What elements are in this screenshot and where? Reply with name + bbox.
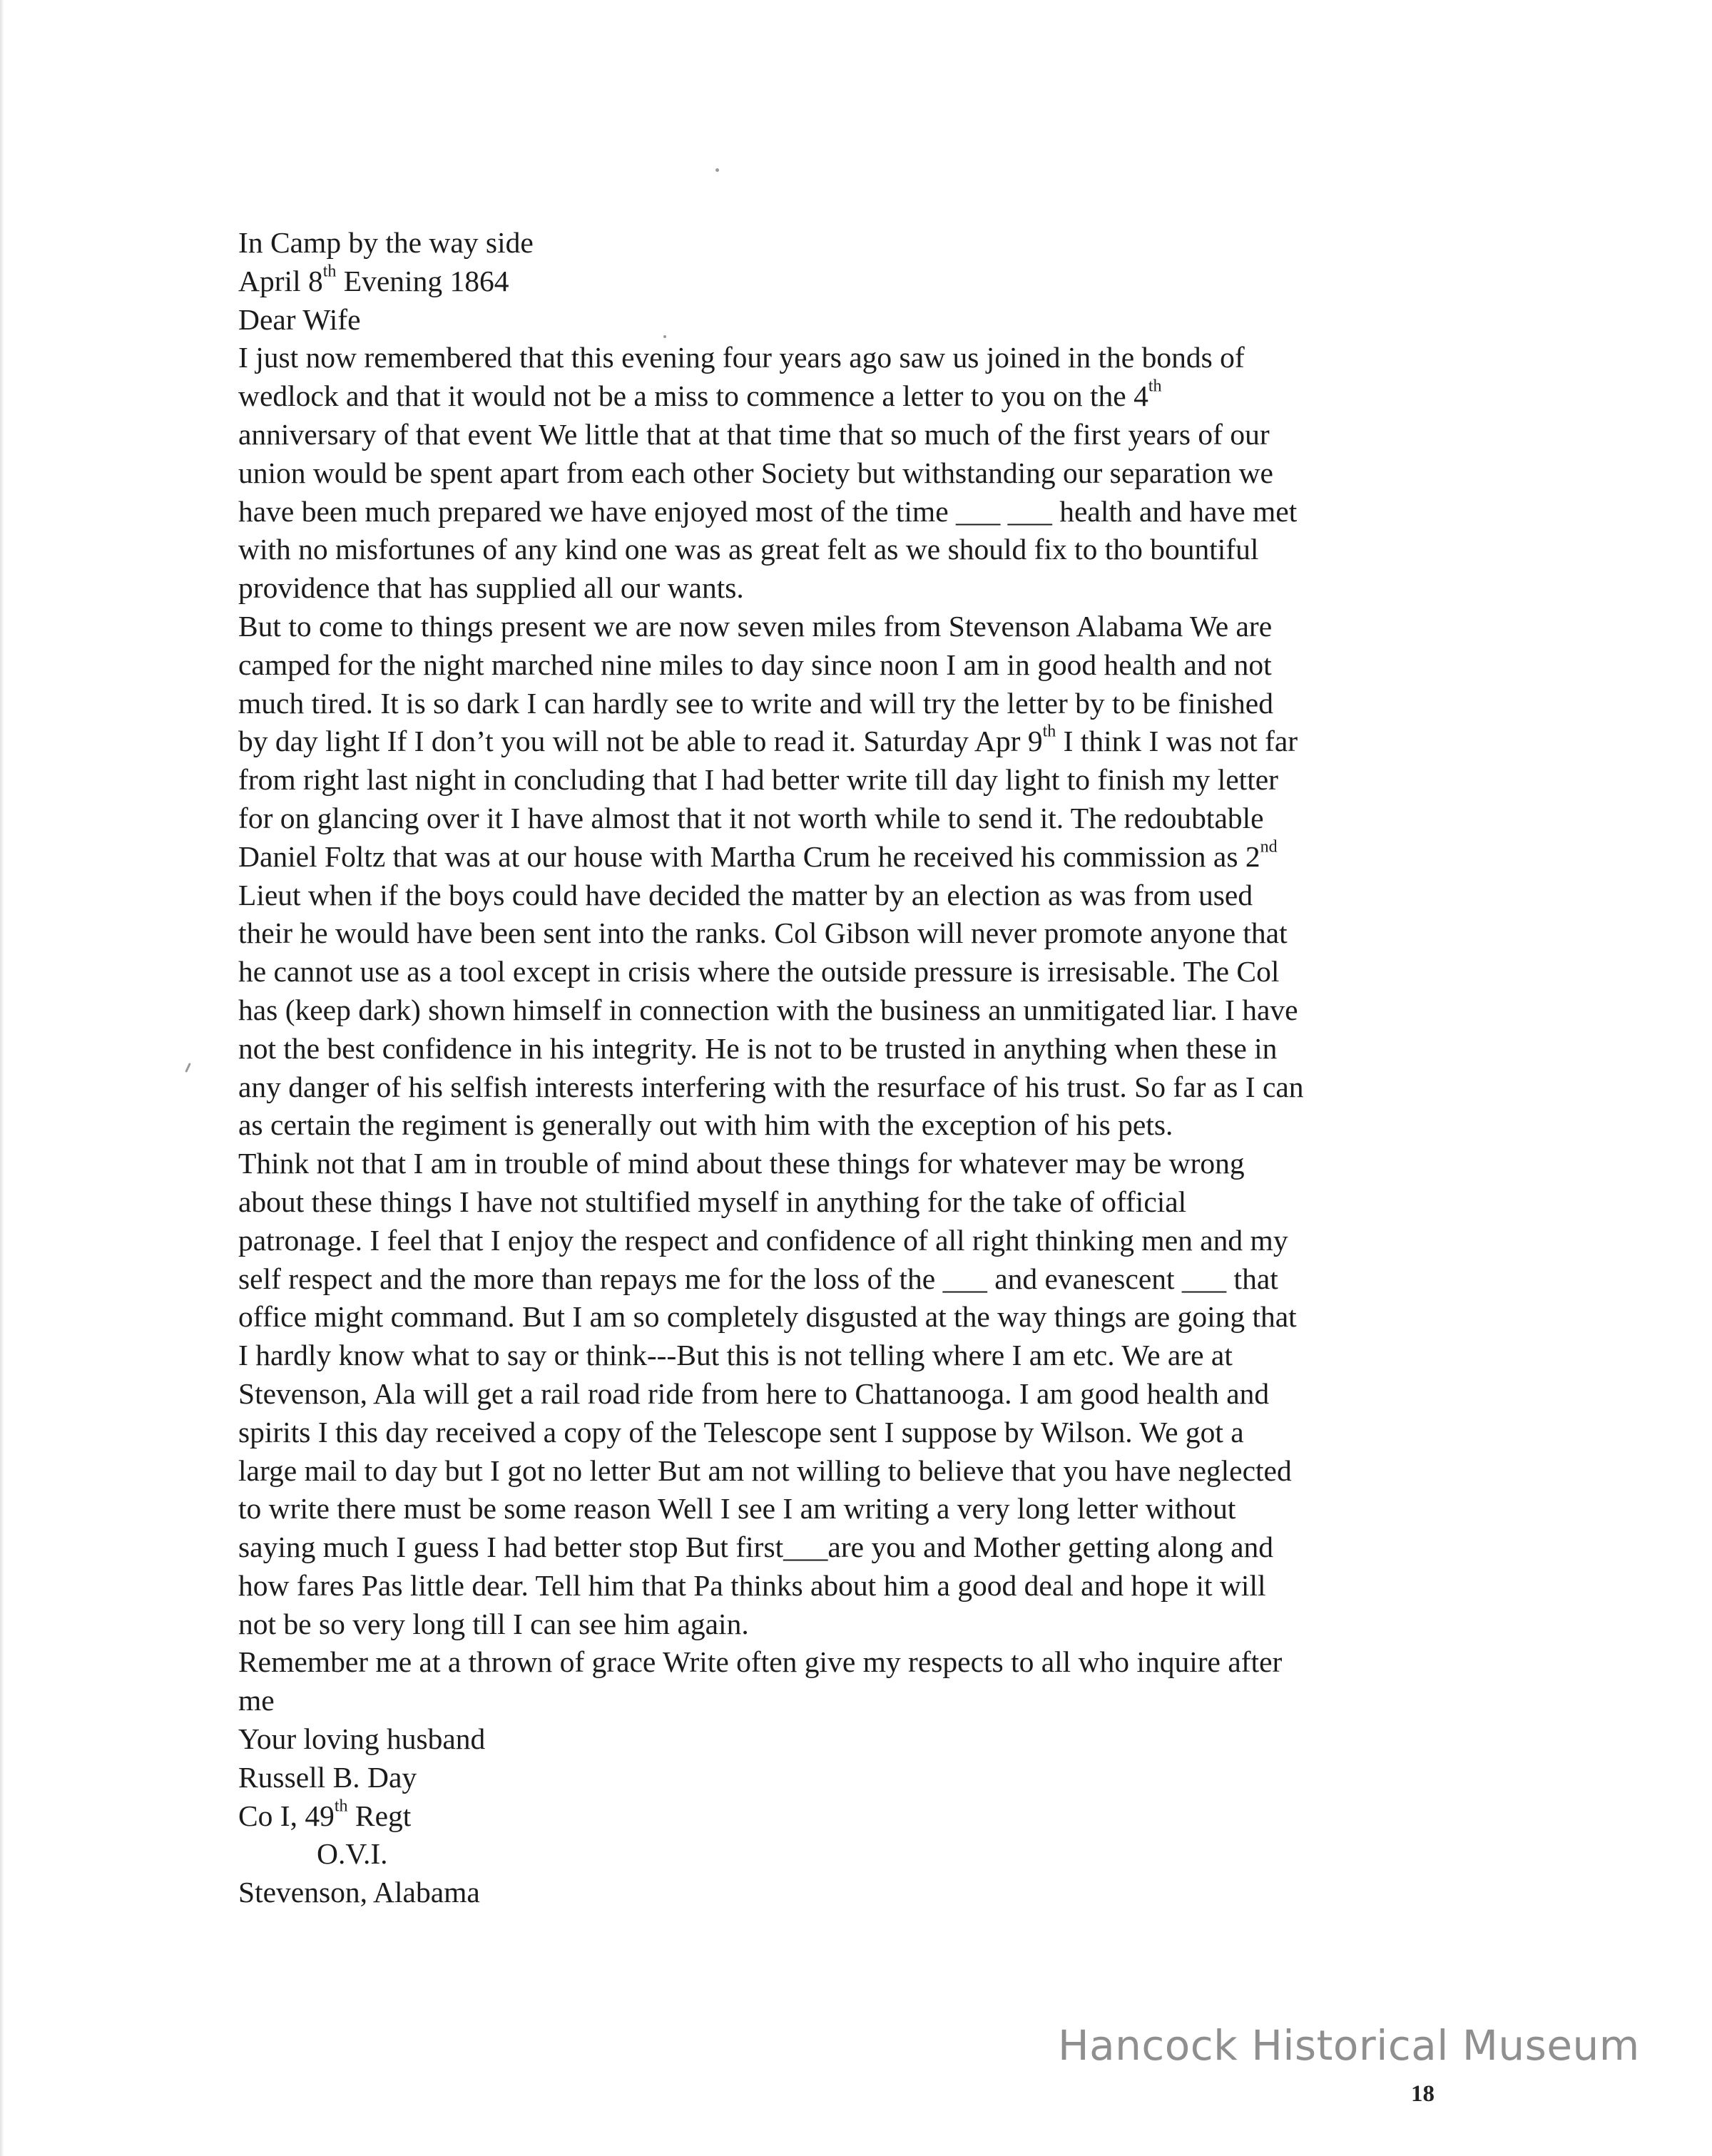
ordinal-superscript: nd bbox=[1260, 837, 1278, 857]
letter-line-text: for on glancing over it I have almost that it not worth while to send it. The redoubtable bbox=[238, 801, 1264, 834]
ordinal-superscript: th bbox=[1042, 722, 1056, 741]
letter-line-text: self respect and the more than repays me for the loss of the ___ and evanescent ___ that bbox=[238, 1262, 1278, 1295]
letter-line bbox=[238, 646, 1465, 685]
letter-line bbox=[238, 454, 1465, 493]
letter-line bbox=[238, 493, 1465, 531]
letter-line bbox=[238, 377, 1465, 416]
letter-line bbox=[238, 1452, 1465, 1491]
letter-line bbox=[238, 1068, 1465, 1107]
letter-line bbox=[238, 262, 1465, 301]
letter-line bbox=[238, 1145, 1465, 1183]
letter-line bbox=[238, 416, 1465, 454]
letter-line-text: much tired. It is so dark I can hardly see to write and will try the letter by to be finished bbox=[238, 686, 1273, 720]
letter-line bbox=[238, 569, 1465, 608]
letter-line-text: any danger of his selfish interests interfering with the resurface of his trust. So far as I can bbox=[238, 1070, 1304, 1103]
letter-line-text: Dear Wife bbox=[238, 302, 361, 336]
letter-line-text: he cannot use as a tool except in crisis where the outside pressure is irresisable. The Col bbox=[238, 955, 1280, 988]
ordinal-superscript: th bbox=[1148, 377, 1162, 396]
letter-line bbox=[238, 722, 1465, 761]
museum-watermark: Hancock Historical Museum bbox=[1058, 2021, 1640, 2070]
letter-line-text: wedlock and that it would not be a miss to commence a letter to you on the 4 bbox=[238, 379, 1148, 413]
letter-line bbox=[238, 1183, 1465, 1222]
letter-line-text: Think not that I am in trouble of mind about these things for whatever may be wrong bbox=[238, 1147, 1245, 1180]
letter-line-text: how fares Pas little dear. Tell him that Pa thinks about him a good deal and hope it will bbox=[238, 1568, 1266, 1602]
letter-line bbox=[238, 531, 1465, 569]
letter-line bbox=[238, 1414, 1465, 1452]
letter-line-text: Remember me at a thrown of grace Write often give my respects to all who inquire after bbox=[238, 1645, 1283, 1679]
letter-line-text: union would be spent apart from each other Society but withstanding our separation we bbox=[238, 456, 1273, 489]
letter-line bbox=[238, 1835, 1465, 1874]
letter-line-text-after: Evening 1864 bbox=[336, 264, 509, 297]
letter-line bbox=[238, 608, 1465, 646]
letter-line-text: Stevenson, Ala will get a rail road ride from here to Chattanooga. I am good health and bbox=[238, 1376, 1270, 1410]
page-number: 18 bbox=[1411, 2081, 1435, 2107]
letter-line bbox=[238, 1490, 1465, 1528]
ordinal-superscript: th bbox=[334, 1797, 348, 1816]
letter-line-text: In Camp by the way side bbox=[238, 226, 534, 259]
letter-line-text: has (keep dark) shown himself in connection with the business an unmitigated liar. I have bbox=[238, 993, 1298, 1026]
letter-line-text: me bbox=[238, 1684, 275, 1717]
letter-line-text: O.V.I. bbox=[317, 1837, 388, 1871]
letter-line-text: not be so very long till I can see him again. bbox=[238, 1607, 749, 1640]
letter-line-text: about these things I have not stultified myself in anything for the take of official bbox=[238, 1185, 1187, 1218]
letter-line bbox=[238, 1106, 1465, 1145]
letter-line bbox=[238, 1298, 1465, 1337]
letter-line-text: their he would have been sent into the ranks. Col Gibson will never promote anyone that bbox=[238, 916, 1288, 950]
letter-line-text: from right last night in concluding that I had better write till day light to finish my letter bbox=[238, 763, 1278, 797]
letter-line bbox=[238, 953, 1465, 991]
letter-line bbox=[238, 1759, 1465, 1797]
letter-line bbox=[238, 1222, 1465, 1260]
letter-line bbox=[238, 685, 1465, 723]
letter-line-text: Russell B. Day bbox=[238, 1760, 417, 1794]
scan-speck bbox=[185, 1063, 191, 1073]
letter-line bbox=[238, 1682, 1465, 1720]
letter-line-text: to write there must be some reason Well I see I am writing a very long letter without bbox=[238, 1492, 1236, 1526]
letter-line-text: Co I, 49 bbox=[238, 1799, 335, 1832]
letter-line-text: April 8 bbox=[238, 264, 323, 297]
letter-line bbox=[238, 914, 1465, 953]
letter-line bbox=[238, 838, 1465, 877]
letter-line bbox=[238, 224, 1465, 262]
letter-line-text: anniversary of that event We little that at that time that so much of the first years of our bbox=[238, 417, 1270, 451]
scan-speck bbox=[715, 168, 719, 172]
letter-line bbox=[238, 991, 1465, 1030]
letter-line-text: saying much I guess I had better stop But first___are you and Mother getting along and bbox=[238, 1531, 1274, 1564]
letter-line bbox=[238, 1797, 1465, 1836]
letter-line-text: by day light If I don’t you will not be able to read it. Saturday Apr 9 bbox=[238, 725, 1043, 758]
letter-line-text: office might command. But I am so completely disgusted at the way things are going that bbox=[238, 1300, 1297, 1334]
letter-line-text: Daniel Foltz that was at our house with Martha Crum he received his commission as 2 bbox=[238, 839, 1260, 873]
letter-line bbox=[238, 1567, 1465, 1605]
letter-line bbox=[238, 301, 1465, 339]
letter-line-text: I hardly know what to say or think---But this is not telling where I am etc. We are at bbox=[238, 1339, 1233, 1372]
letter-line bbox=[238, 1720, 1465, 1759]
letter-line bbox=[238, 1260, 1465, 1299]
letter-line-text: But to come to things present we are now seven miles from Stevenson Alabama We are bbox=[238, 609, 1273, 643]
ordinal-superscript: th bbox=[322, 262, 337, 281]
letter-line bbox=[238, 1874, 1465, 1912]
letter-line bbox=[238, 1605, 1465, 1644]
letter-line-text: Stevenson, Alabama bbox=[238, 1876, 480, 1909]
letter-line-text: have been much prepared we have enjoyed most of the time ___ ___ health and have met bbox=[238, 494, 1298, 528]
letter-line-text: spirits I this day received a copy of the Telescope sent I suppose by Wilson. We got a bbox=[238, 1415, 1244, 1449]
letter-line bbox=[238, 1030, 1465, 1068]
letter-line-text: not the best confidence in his integrity. He is not to be trusted in anything when these in bbox=[238, 1031, 1278, 1065]
letter-line-text-after: Regt bbox=[347, 1799, 412, 1832]
letter-line bbox=[238, 799, 1465, 838]
letter-line bbox=[238, 1337, 1465, 1375]
letter-line bbox=[238, 761, 1465, 799]
letter-line bbox=[238, 877, 1465, 915]
letter-line-text: large mail to day but I got no letter But am not willing to believe that you have neglected bbox=[238, 1453, 1292, 1487]
letter-line bbox=[238, 1643, 1465, 1682]
letter-line-text: camped for the night marched nine miles to day since noon I am in good health and not bbox=[238, 648, 1272, 681]
letter-line bbox=[238, 339, 1465, 377]
letter-line-text-after: I think I was not far bbox=[1056, 725, 1298, 758]
letter-line-text: with no misfortunes of any kind one was as great felt as we should fix to tho bountiful bbox=[238, 533, 1259, 566]
letter-line-text: I just now remembered that this evening four years ago saw us joined in the bonds of bbox=[238, 341, 1245, 374]
letter-line-text: providence that has supplied all our wants. bbox=[238, 571, 744, 605]
letter-body bbox=[238, 224, 1465, 1912]
letter-line bbox=[238, 1528, 1465, 1567]
letter-line-text: Lieut when if the boys could have decided the matter by an election as was from used bbox=[238, 878, 1253, 911]
letter-line-text: as certain the regiment is generally out with him with the exception of his pets. bbox=[238, 1108, 1173, 1142]
letter-line-text: Your loving husband bbox=[238, 1722, 486, 1756]
page-edge bbox=[0, 0, 4, 2156]
letter-line-text: patronage. I feel that I enjoy the respect and confidence of all right thinking men and my bbox=[238, 1223, 1288, 1257]
letter-line bbox=[238, 1375, 1465, 1414]
